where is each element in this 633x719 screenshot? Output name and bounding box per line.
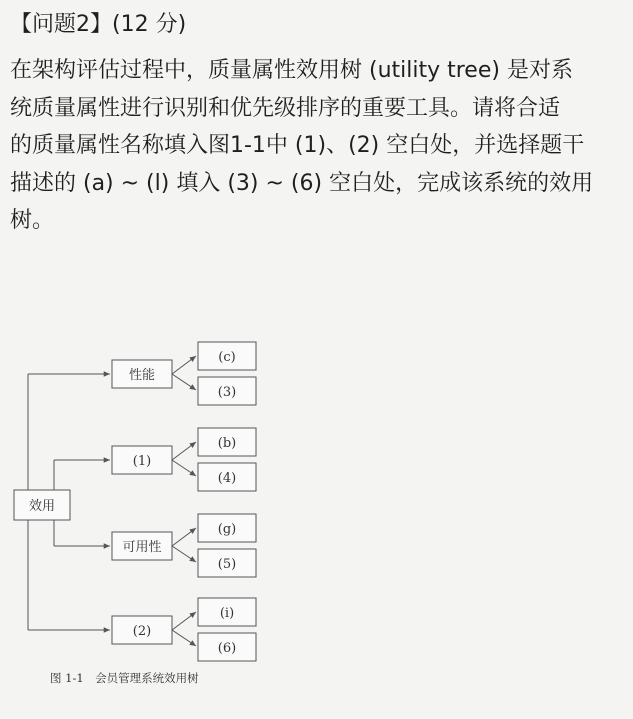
question-line: 树。 <box>10 208 55 233</box>
question-line: 统质量属性进行识别和优先级排序的重要工具。请将合适 <box>10 95 561 121</box>
leaf-arrow <box>172 356 196 374</box>
attribute-label: (1) <box>132 454 152 469</box>
figure-caption: 图 1-1 会员管理系统效用树 <box>50 671 199 685</box>
attribute-label: 性能 <box>128 368 156 383</box>
leaf-arrow <box>172 374 196 390</box>
question-line: 的质量属性名称填入图1-1中 (1)、(2) 空白处，并选择题干 <box>10 133 585 158</box>
leaf-label: (c) <box>218 350 236 365</box>
utility-tree-figure <box>0 330 633 700</box>
leaf-label: (3) <box>217 385 237 400</box>
leaf-arrow <box>172 442 196 460</box>
question-text <box>10 52 628 240</box>
leaf-arrow <box>172 612 196 630</box>
leaf-label: (4) <box>217 471 237 486</box>
attribute-label: (2) <box>132 624 152 639</box>
leaf-arrow <box>172 460 196 476</box>
question-line: 描述的 (a) ~ (l) 填入 (3) ~ (6) 空白处，完成该系统的效用 <box>10 170 594 196</box>
leaf-label: (6) <box>217 641 237 656</box>
question-title: 【问题2】(12 分) <box>10 12 187 37</box>
leaf-label: (5) <box>217 557 237 572</box>
utility-tree-diagram <box>0 330 633 700</box>
leaf-arrow <box>172 546 196 562</box>
leaf-label: (b) <box>217 436 237 451</box>
attribute-label: 可用性 <box>122 540 162 555</box>
leaf-label: (g) <box>217 522 237 537</box>
question-line: 在架构评估过程中，质量属性效用树 (utility tree) 是对系 <box>10 58 573 83</box>
leaf-label: (i) <box>219 606 235 621</box>
root-label: 效用 <box>28 499 56 514</box>
leaf-arrow <box>172 528 196 546</box>
leaf-arrow <box>172 630 196 646</box>
